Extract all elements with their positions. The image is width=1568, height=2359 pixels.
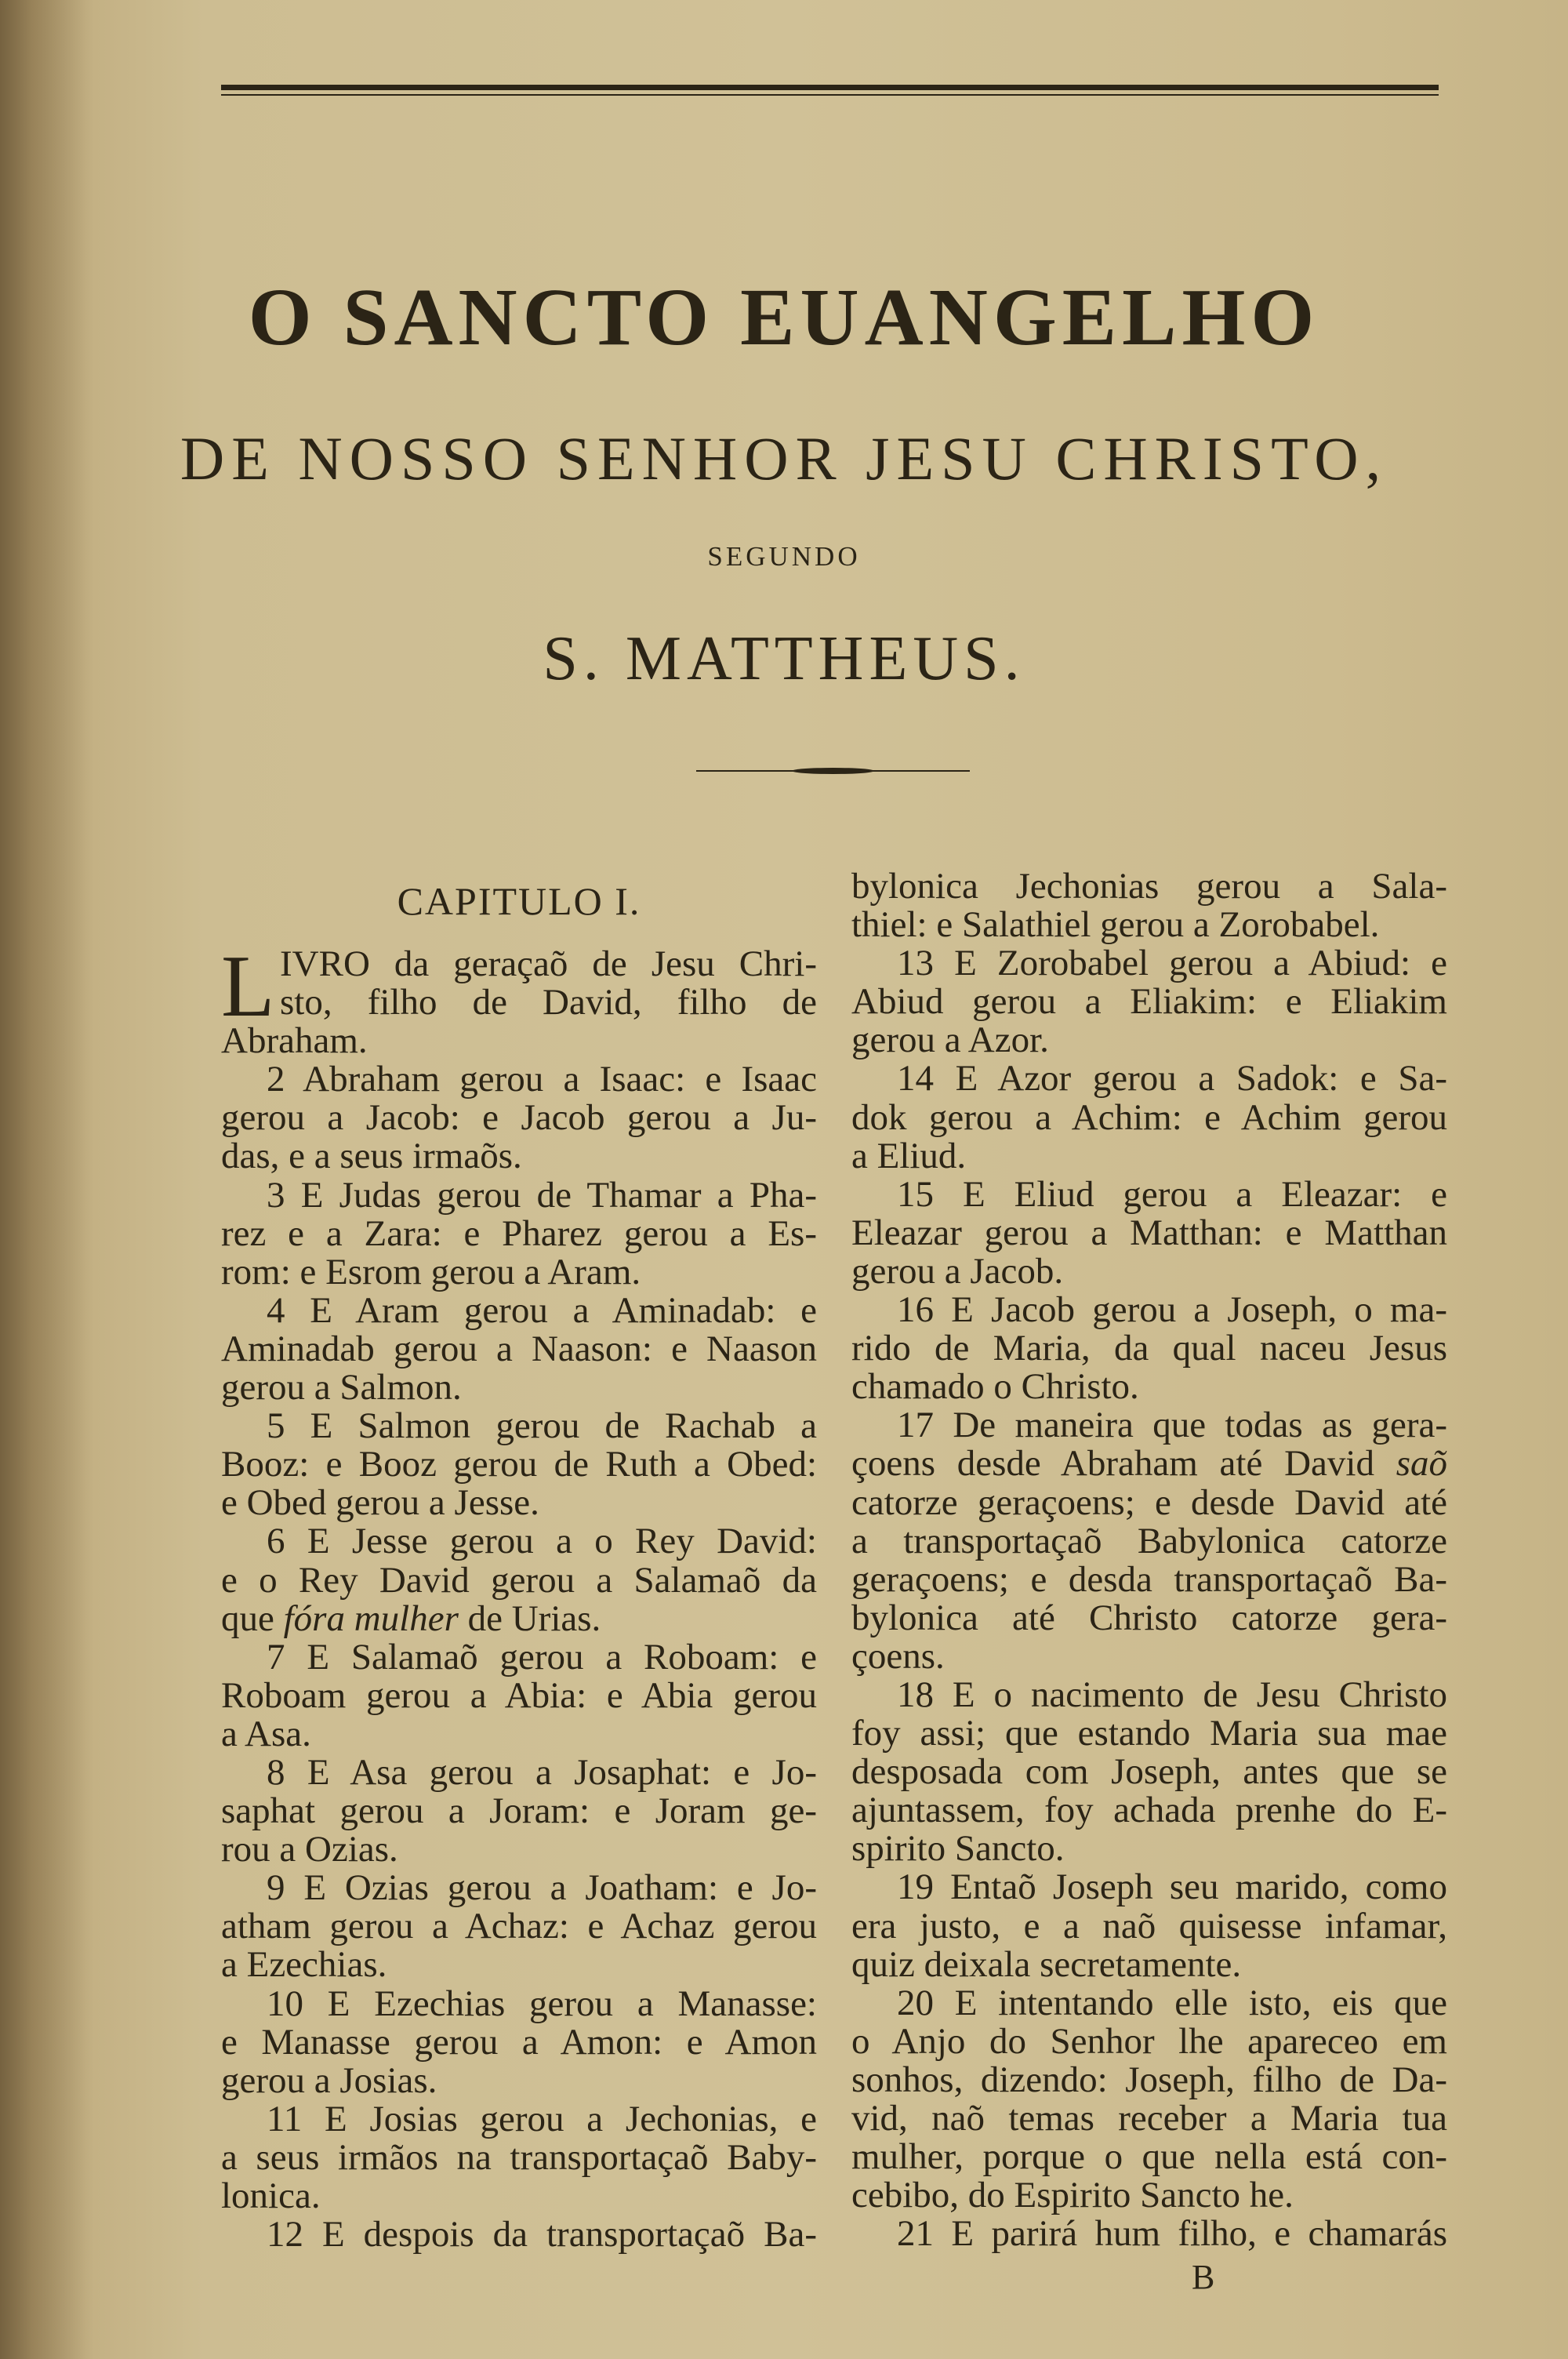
text-line: o Anjo do Senhor lhe apareceo em: [851, 2020, 1447, 2062]
left-column: [221, 938, 817, 2255]
text-line: saphat gerou a Joram: e Joram ge-: [221, 1790, 817, 1832]
text-line: mulher, porque o que nella está con-: [851, 2136, 1447, 2178]
text-line: 8 E Asa gerou a Josaphat: e Jo-: [267, 1751, 817, 1793]
text-line: 4 E Aram gerou a Aminadab: e: [267, 1289, 817, 1331]
verse-paragraph: [221, 2100, 817, 2215]
verse-paragraph: [851, 2215, 1447, 2253]
drop-cap-letter: L: [221, 938, 275, 1035]
text-line: 6 E Jesse gerou a o Rey David:: [267, 1521, 817, 1562]
text-line: çoens.: [851, 1635, 945, 1677]
text-line: 17 De maneira que todas as gera-: [897, 1405, 1447, 1446]
text-line: cebibo, do Espirito Sancto he.: [851, 2175, 1294, 2216]
verse-paragraph: [221, 1407, 817, 1522]
verse-paragraph: [221, 938, 817, 1062]
text-line: catorze geraçoens; e desde David até: [851, 1481, 1447, 1523]
top-rule-thin: [221, 94, 1439, 96]
text-line: quiz deixala secretamente.: [851, 1943, 1242, 1985]
text-line: Roboam gerou a Abia: e Abia gerou: [221, 1674, 817, 1716]
text-line: 20 E intentando elle isto, eis que: [897, 1982, 1447, 2023]
verse-paragraph: [851, 1060, 1447, 1175]
text-line: e o Rey David gerou a Salamaõ da: [221, 1559, 817, 1601]
text-line: Eleazar gerou a Matthan: e Matthan: [851, 1212, 1447, 1253]
verse-paragraph: [851, 1676, 1447, 1868]
text-segment: çoens desde Abraham até David: [851, 1443, 1396, 1485]
text-line: 11 E Josias gerou a Jechonias, e: [267, 2098, 817, 2139]
ornamental-divider-center: [792, 768, 874, 774]
text-line: das, e a seus irmaõs.: [221, 1136, 522, 1177]
text-line: geraçoens; e desda transportaçaõ Ba-: [851, 1558, 1447, 1600]
text-line: 2 Abraham gerou a Isaac: e Isaac: [267, 1059, 817, 1100]
text-line: rom: e Esrom gerou a Aram.: [221, 1251, 641, 1292]
text-line: bylonica até Christo catorze gera-: [851, 1597, 1447, 1638]
text-line: 3 E Judas gerou de Thamar a Pha-: [267, 1174, 817, 1216]
top-rule: [221, 85, 1439, 90]
chapter-heading: CAPITULO I.: [397, 879, 641, 923]
text-line: 10 E Ezechias gerou a Manasse:: [267, 1983, 817, 2024]
text-line: spirito Sancto.: [851, 1828, 1065, 1870]
italic-text-segment: saõ: [1396, 1443, 1447, 1485]
text-line: gerou a Jacob: e Jacob gerou a Ju-: [221, 1097, 817, 1139]
text-line: 12 E despois da transportaçaõ Ba-: [267, 2214, 817, 2255]
verse-paragraph: [221, 1289, 817, 1408]
text-segment: que: [221, 1598, 284, 1639]
text-line: gerou a Jacob.: [851, 1250, 1064, 1292]
right-column: [851, 867, 1447, 2253]
verse-paragraph: [221, 1751, 817, 1870]
evangelist-name: S. MATTHEUS.: [543, 624, 1025, 693]
book-title: O SANCTO EUANGELHO: [248, 272, 1320, 362]
text-line: era justo, e a naõ quisesse infamar,: [851, 1905, 1447, 1946]
verse-paragraph: [221, 1176, 817, 1292]
text-line: 19 Entaõ Joseph seu marido, como: [897, 1866, 1447, 1908]
text-line: dok gerou a Achim: e Achim gerou: [851, 1096, 1447, 1138]
text-line: [851, 1445, 1447, 1483]
text-line: atham gerou a Achaz: e Achaz gerou: [221, 1906, 817, 1947]
text-line: 13 E Zorobabel gerou a Abiud: e: [897, 943, 1447, 984]
verse-paragraph: [851, 1173, 1447, 1292]
text-line: IVRO da geraçaõ de Jesu Chri-: [280, 943, 817, 984]
text-line: ajuntassem, foy achada prenhe do E-: [851, 1790, 1447, 1831]
text-line: 9 E Ozias gerou a Joatham: e Jo-: [267, 1867, 817, 1909]
text-line: 14 E Azor gerou a Sadok: e Sa-: [897, 1058, 1447, 1100]
verse-paragraph: [851, 867, 1447, 944]
text-line: chamado o Christo.: [851, 1366, 1139, 1408]
book-subtitle: DE NOSSO SENHOR JESU CHRISTO,: [180, 424, 1388, 493]
text-line: foy assi; que estando Maria sua mae: [851, 1713, 1447, 1754]
text-line: gerou a Azor.: [851, 1020, 1049, 1061]
signature-mark: B: [1192, 2258, 1215, 2296]
text-line: Booz: e Booz gerou de Ruth a Obed:: [221, 1444, 817, 1485]
verse-paragraph: [851, 1984, 1447, 2215]
text-line: a Ezechias.: [221, 1944, 387, 1986]
text-line: 16 E Jacob gerou a Joseph, o ma-: [897, 1289, 1447, 1331]
text-line: vid, naõ temas receber a Maria tua: [851, 2098, 1447, 2139]
text-line: Abraham.: [221, 1020, 368, 1062]
verse-paragraph: [221, 2215, 817, 2254]
text-line: a seus irmãos na transportaçaõ Baby-: [221, 2136, 817, 2178]
text-line: a Asa.: [221, 1713, 311, 1754]
text-line: gerou a Salmon.: [221, 1367, 462, 1408]
text-line: 5 E Salmon gerou de Rachab a: [267, 1405, 817, 1447]
text-line: sto, filho de David, filho de: [280, 982, 817, 1023]
text-line: e Manasse gerou a Amon: e Amon: [221, 2021, 817, 2063]
text-line: 7 E Salamaõ gerou a Roboam: e: [267, 1636, 817, 1677]
verse-paragraph: [851, 1868, 1447, 1983]
text-line: 15 E Eliud gerou a Eleazar: e: [897, 1173, 1447, 1215]
text-line: bylonica Jechonias gerou a Sala-: [851, 866, 1447, 907]
text-line: Aminadab gerou a Naason: e Naason: [221, 1328, 817, 1369]
text-line: Abiud gerou a Eliakim: e Eliakim: [851, 981, 1447, 1023]
text-segment: de Urias.: [458, 1598, 601, 1639]
text-line: desposada com Joseph, antes que se: [851, 1751, 1447, 1793]
text-line: a transportaçaõ Babylonica catorze: [851, 1520, 1447, 1561]
verse-paragraph: [851, 944, 1447, 1060]
verse-paragraph: [221, 1638, 817, 1754]
segundo-label: SEGUNDO: [707, 541, 861, 572]
text-line: lonica.: [221, 2175, 321, 2216]
italic-text-segment: fóra mulher: [283, 1598, 459, 1639]
text-line: rido de Maria, da qual naceu Jesus: [851, 1328, 1447, 1369]
text-line: 21 E parirá hum filho, e chamarás: [897, 2213, 1447, 2255]
text-line: thiel: e Salathiel gerou a Zorobabel.: [851, 904, 1380, 946]
verse-paragraph: [221, 1060, 817, 1176]
verse-paragraph: [851, 1291, 1447, 1406]
text-line: rez e a Zara: e Pharez gerou a Es-: [221, 1212, 817, 1254]
verse-paragraph: [221, 1522, 817, 1637]
verse-paragraph: [851, 1406, 1447, 1676]
text-line: [221, 1600, 817, 1638]
text-line: a Eliud.: [851, 1135, 967, 1176]
verse-paragraph: [221, 1869, 817, 1984]
verse-paragraph: [221, 1985, 817, 2100]
text-line: e Obed gerou a Jesse.: [221, 1482, 539, 1524]
text-line: rou a Ozias.: [221, 1829, 398, 1870]
text-line: 18 E o nacimento de Jesu Christo: [897, 1674, 1447, 1715]
text-line: sonhos, dizendo: Joseph, filho de Da-: [851, 2059, 1447, 2100]
text-line: gerou a Josias.: [221, 2059, 437, 2101]
